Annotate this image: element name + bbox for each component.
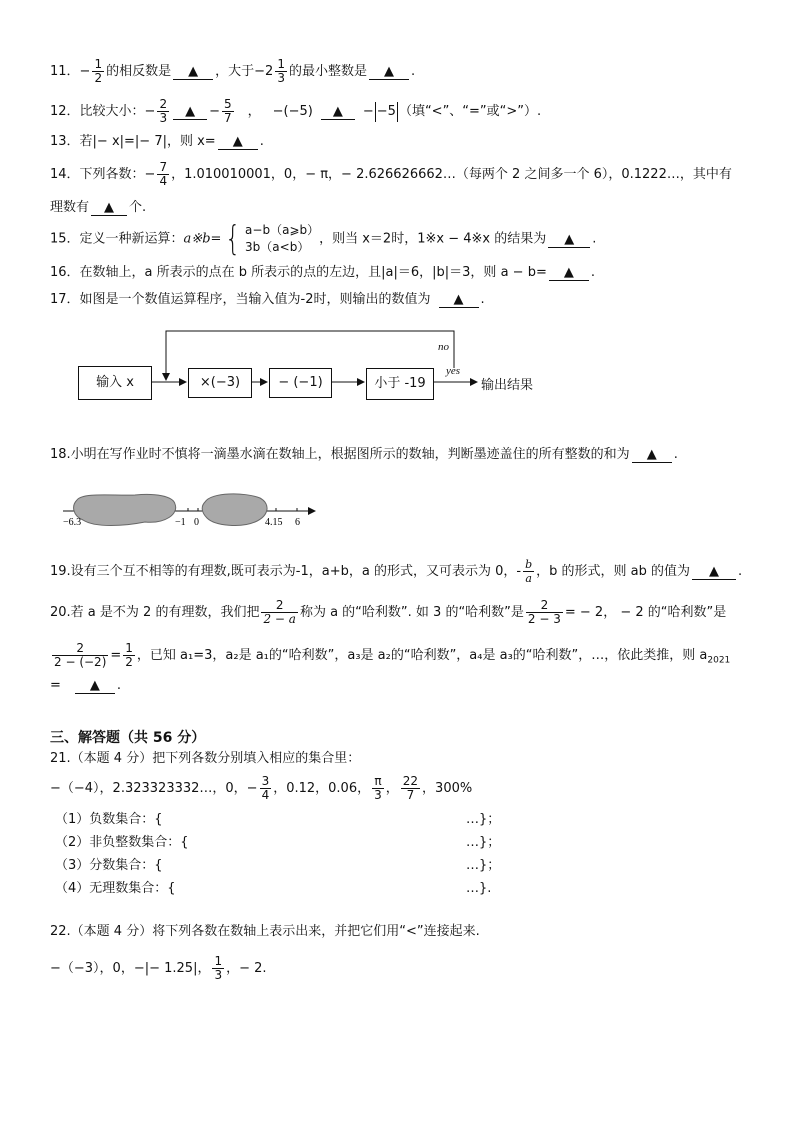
subscript: 2021 — [707, 655, 731, 666]
flow-output-label: 输出结果 — [481, 378, 534, 393]
numerator: π — [372, 775, 384, 789]
denominator: 3 — [159, 111, 168, 125]
ink-blot-right — [202, 494, 267, 526]
ink-blot-left — [74, 494, 176, 525]
numerator: 1 — [277, 57, 285, 71]
numerator: 2 — [526, 599, 563, 613]
numerator: 1 — [94, 57, 103, 71]
equals-sign: = — [110, 648, 122, 663]
fraction — [372, 775, 384, 802]
tick-label-neg1: −1 — [175, 517, 186, 528]
minus-sign: − — [254, 64, 266, 79]
case-1: a−b（a⩾b） — [245, 223, 320, 237]
answer-blank[interactable]: ▲ — [548, 233, 590, 248]
denominator: 3 — [374, 788, 382, 802]
answer-blank[interactable]: ▲ — [173, 65, 213, 80]
flow-condition-label: 小于 -19 — [374, 376, 426, 391]
answer-blank[interactable]: ▲ — [439, 293, 479, 308]
denominator: 2 — [125, 655, 133, 669]
number-list: ，− 2. — [226, 961, 267, 976]
numerator: 2 — [52, 642, 108, 656]
period: . — [592, 231, 597, 247]
flow-input-label: 输入 x — [96, 375, 134, 390]
period: . — [259, 134, 264, 149]
q19-text: 19.设有三个互不相等的有理数,既可表示为-1，a+b，a 的形式，又可表示为 0，- — [50, 564, 522, 579]
fraction — [52, 642, 108, 669]
q11-text-3: 的最小整数是 — [288, 64, 367, 79]
numerator: 2 — [261, 599, 297, 613]
denominator: 3 — [214, 968, 223, 982]
q20-text-2: 称为 a 的“哈利数”. 如 3 的“哈利数”是 — [299, 605, 524, 620]
q16-text: 16．在数轴上，a 所表示的点在 b 所表示的点的左边，且|a|＝6，|b|＝3，则 a − b= — [50, 265, 547, 280]
question-22-numbers — [50, 955, 267, 982]
period: . — [116, 678, 122, 693]
denominator: 2 − 3 — [527, 612, 561, 626]
question-19 — [50, 558, 742, 585]
denominator: 4 — [261, 788, 270, 802]
denominator: 7 — [406, 788, 415, 802]
set-irrational-end: …}. — [466, 881, 492, 896]
denominator: 7 — [224, 111, 232, 125]
question-20-line2 — [50, 642, 730, 670]
flow-subtract-box — [269, 368, 332, 398]
denominator: 2 — [94, 71, 103, 85]
fraction — [401, 775, 420, 802]
section-heading: 三、解答题（共 56 分） — [50, 730, 206, 746]
q14-text: 14．下列各数： — [50, 167, 145, 182]
answer-blank[interactable]: ▲ — [321, 105, 355, 120]
equals-sign: = — [50, 678, 61, 693]
fraction — [261, 599, 297, 626]
answer-blank[interactable]: ▲ — [692, 565, 736, 580]
flow-no-label: no — [438, 341, 449, 353]
numerator: 7 — [159, 160, 168, 174]
denominator: 4 — [159, 174, 168, 188]
period: . — [410, 64, 416, 79]
q11-number: 11． — [50, 64, 80, 79]
denominator: 3 — [277, 71, 285, 85]
flowchart-connectors — [0, 0, 793, 420]
case-2: 3b（a<b） — [245, 240, 310, 254]
flow-input-box — [78, 366, 152, 400]
period: . — [673, 447, 678, 462]
numerator: 2 — [159, 97, 168, 111]
operation-definition: a※b= — [183, 231, 222, 247]
fraction — [526, 599, 563, 626]
question-21-numbers — [50, 775, 472, 802]
tick-label-6: 6 — [295, 517, 300, 528]
fraction — [123, 642, 135, 669]
q15-text: 15．定义一种新运算： — [50, 231, 184, 247]
number-list: ，0.12，0.06， — [273, 781, 371, 796]
whole-part: 2 — [265, 64, 274, 79]
denominator: a — [525, 572, 532, 585]
set-nonneg-int-end: …}； — [466, 835, 501, 850]
question-20-line3 — [50, 677, 121, 695]
brace: { — [225, 219, 241, 259]
tick-label-0: 0 — [194, 517, 199, 528]
answer-blank[interactable]: ▲ — [218, 135, 258, 150]
number-line-figure — [55, 490, 325, 532]
numerator: 3 — [261, 774, 270, 788]
question-21-title: 21.（本题 4 分）把下列各数分别填入相应的集合里： — [50, 751, 361, 766]
fraction — [523, 558, 534, 585]
set-nonneg-int-label: （2）非负整数集合：{ — [55, 835, 189, 850]
answer-blank[interactable]: ▲ — [173, 105, 207, 120]
flow-multiply-box — [188, 368, 252, 398]
q13-text: 13．若|− x|=|− 7|，则 x= — [50, 134, 216, 149]
set-negative-end: …}； — [466, 812, 501, 827]
number-list: −（−3），0，−|− 1.25|， — [50, 961, 211, 976]
period: . — [480, 292, 485, 307]
fraction — [260, 775, 272, 802]
answer-blank[interactable]: ▲ — [549, 266, 589, 281]
answer-blank[interactable]: ▲ — [91, 201, 127, 216]
minus-sign: − — [144, 167, 156, 182]
expression: −(−5) — [272, 104, 313, 119]
answer-blank[interactable]: ▲ — [369, 65, 409, 80]
numerator: 22 — [402, 774, 419, 788]
numerator: 1 — [214, 954, 223, 968]
denominator: 2 − a — [263, 612, 296, 626]
minus-sign: − — [209, 104, 220, 119]
fraction — [212, 955, 224, 982]
comma: ， — [385, 781, 399, 796]
tick-label-neg6.3: −6.3 — [63, 517, 82, 528]
q17-text: 17．如图是一个数值运算程序，当输入值为-2时，则输出的数值为 — [50, 292, 431, 307]
expression: −5 — [376, 104, 396, 119]
period: . — [738, 564, 743, 579]
minus-sign: − — [362, 104, 374, 119]
hint-text: （填“<”、“=”或“>”）. — [398, 104, 542, 119]
period: . — [590, 265, 595, 280]
set-fraction-label: （3）分数集合：{ — [55, 858, 163, 873]
answer-blank[interactable]: ▲ — [632, 448, 672, 463]
q20-text: 20.若 a 是不为 2 的有理数，我们把 — [50, 605, 260, 620]
q14-text-2: ，1.010010001，0，− π，− 2.626626662…（每两个 2 之间多一个 6），0.1222…，其中有 — [171, 167, 732, 182]
q18-text: 18.小明在写作业时不慎将一滴墨水滴在数轴上，根据图所示的数轴，判断墨迹盖住的所有整数的和为 — [50, 447, 630, 462]
set-irrational-label: （4）无理数集合：{ — [55, 881, 176, 896]
flow-condition-box — [366, 368, 434, 400]
q15-text-2: ，则当 x＝2时，1※x − 4※x 的结果为 — [319, 231, 547, 247]
number-list: ，300% — [422, 781, 473, 796]
numerator: b — [525, 558, 533, 571]
minus-sign: − — [79, 64, 91, 79]
numerator: 1 — [125, 641, 133, 655]
q11-text: 的相反数是 — [106, 64, 172, 79]
q14-text-4: 个. — [129, 200, 147, 215]
tick-label-4.15: 4.15 — [265, 517, 283, 528]
question-22-title: 22.（本题 4 分）将下列各数在数轴上表示出来，并把它们用“<”连接起来. — [50, 924, 480, 939]
set-fraction-end: …}； — [466, 858, 501, 873]
flow-yes-label: yes — [446, 365, 461, 377]
minus-sign: − — [144, 104, 156, 119]
denominator: 2 − (−2) — [54, 655, 107, 669]
flow-multiply-label: ×(−3) — [199, 375, 241, 390]
answer-blank[interactable]: ▲ — [75, 679, 115, 694]
flow-subtract-label: − (−1) — [278, 375, 323, 390]
numerator: 5 — [224, 97, 232, 111]
set-negative-label: （1）负数集合：{ — [55, 812, 163, 827]
question-18 — [50, 446, 678, 464]
q19-text-2: ，b 的形式，则 ab 的值为 — [536, 564, 690, 579]
comma: ， — [247, 104, 261, 119]
q20-text-3: = − 2， − 2 的“哈利数”是 — [564, 605, 727, 620]
q20-text-4: ，已知 a₁=3，a₂是 a₁的“哈利数”，a₃是 a₂的“哈利数”，a₄是 a₃的“哈利数”，…，依此类推，则 a — [136, 648, 708, 663]
q14-text-3: 理数有 — [50, 200, 90, 215]
q11-text-2: ，大于 — [215, 64, 255, 79]
number-list: −（−4），2.323323332…，0，− — [50, 781, 258, 796]
q12-text: 12．比较大小： — [50, 104, 145, 119]
question-20 — [50, 599, 726, 626]
